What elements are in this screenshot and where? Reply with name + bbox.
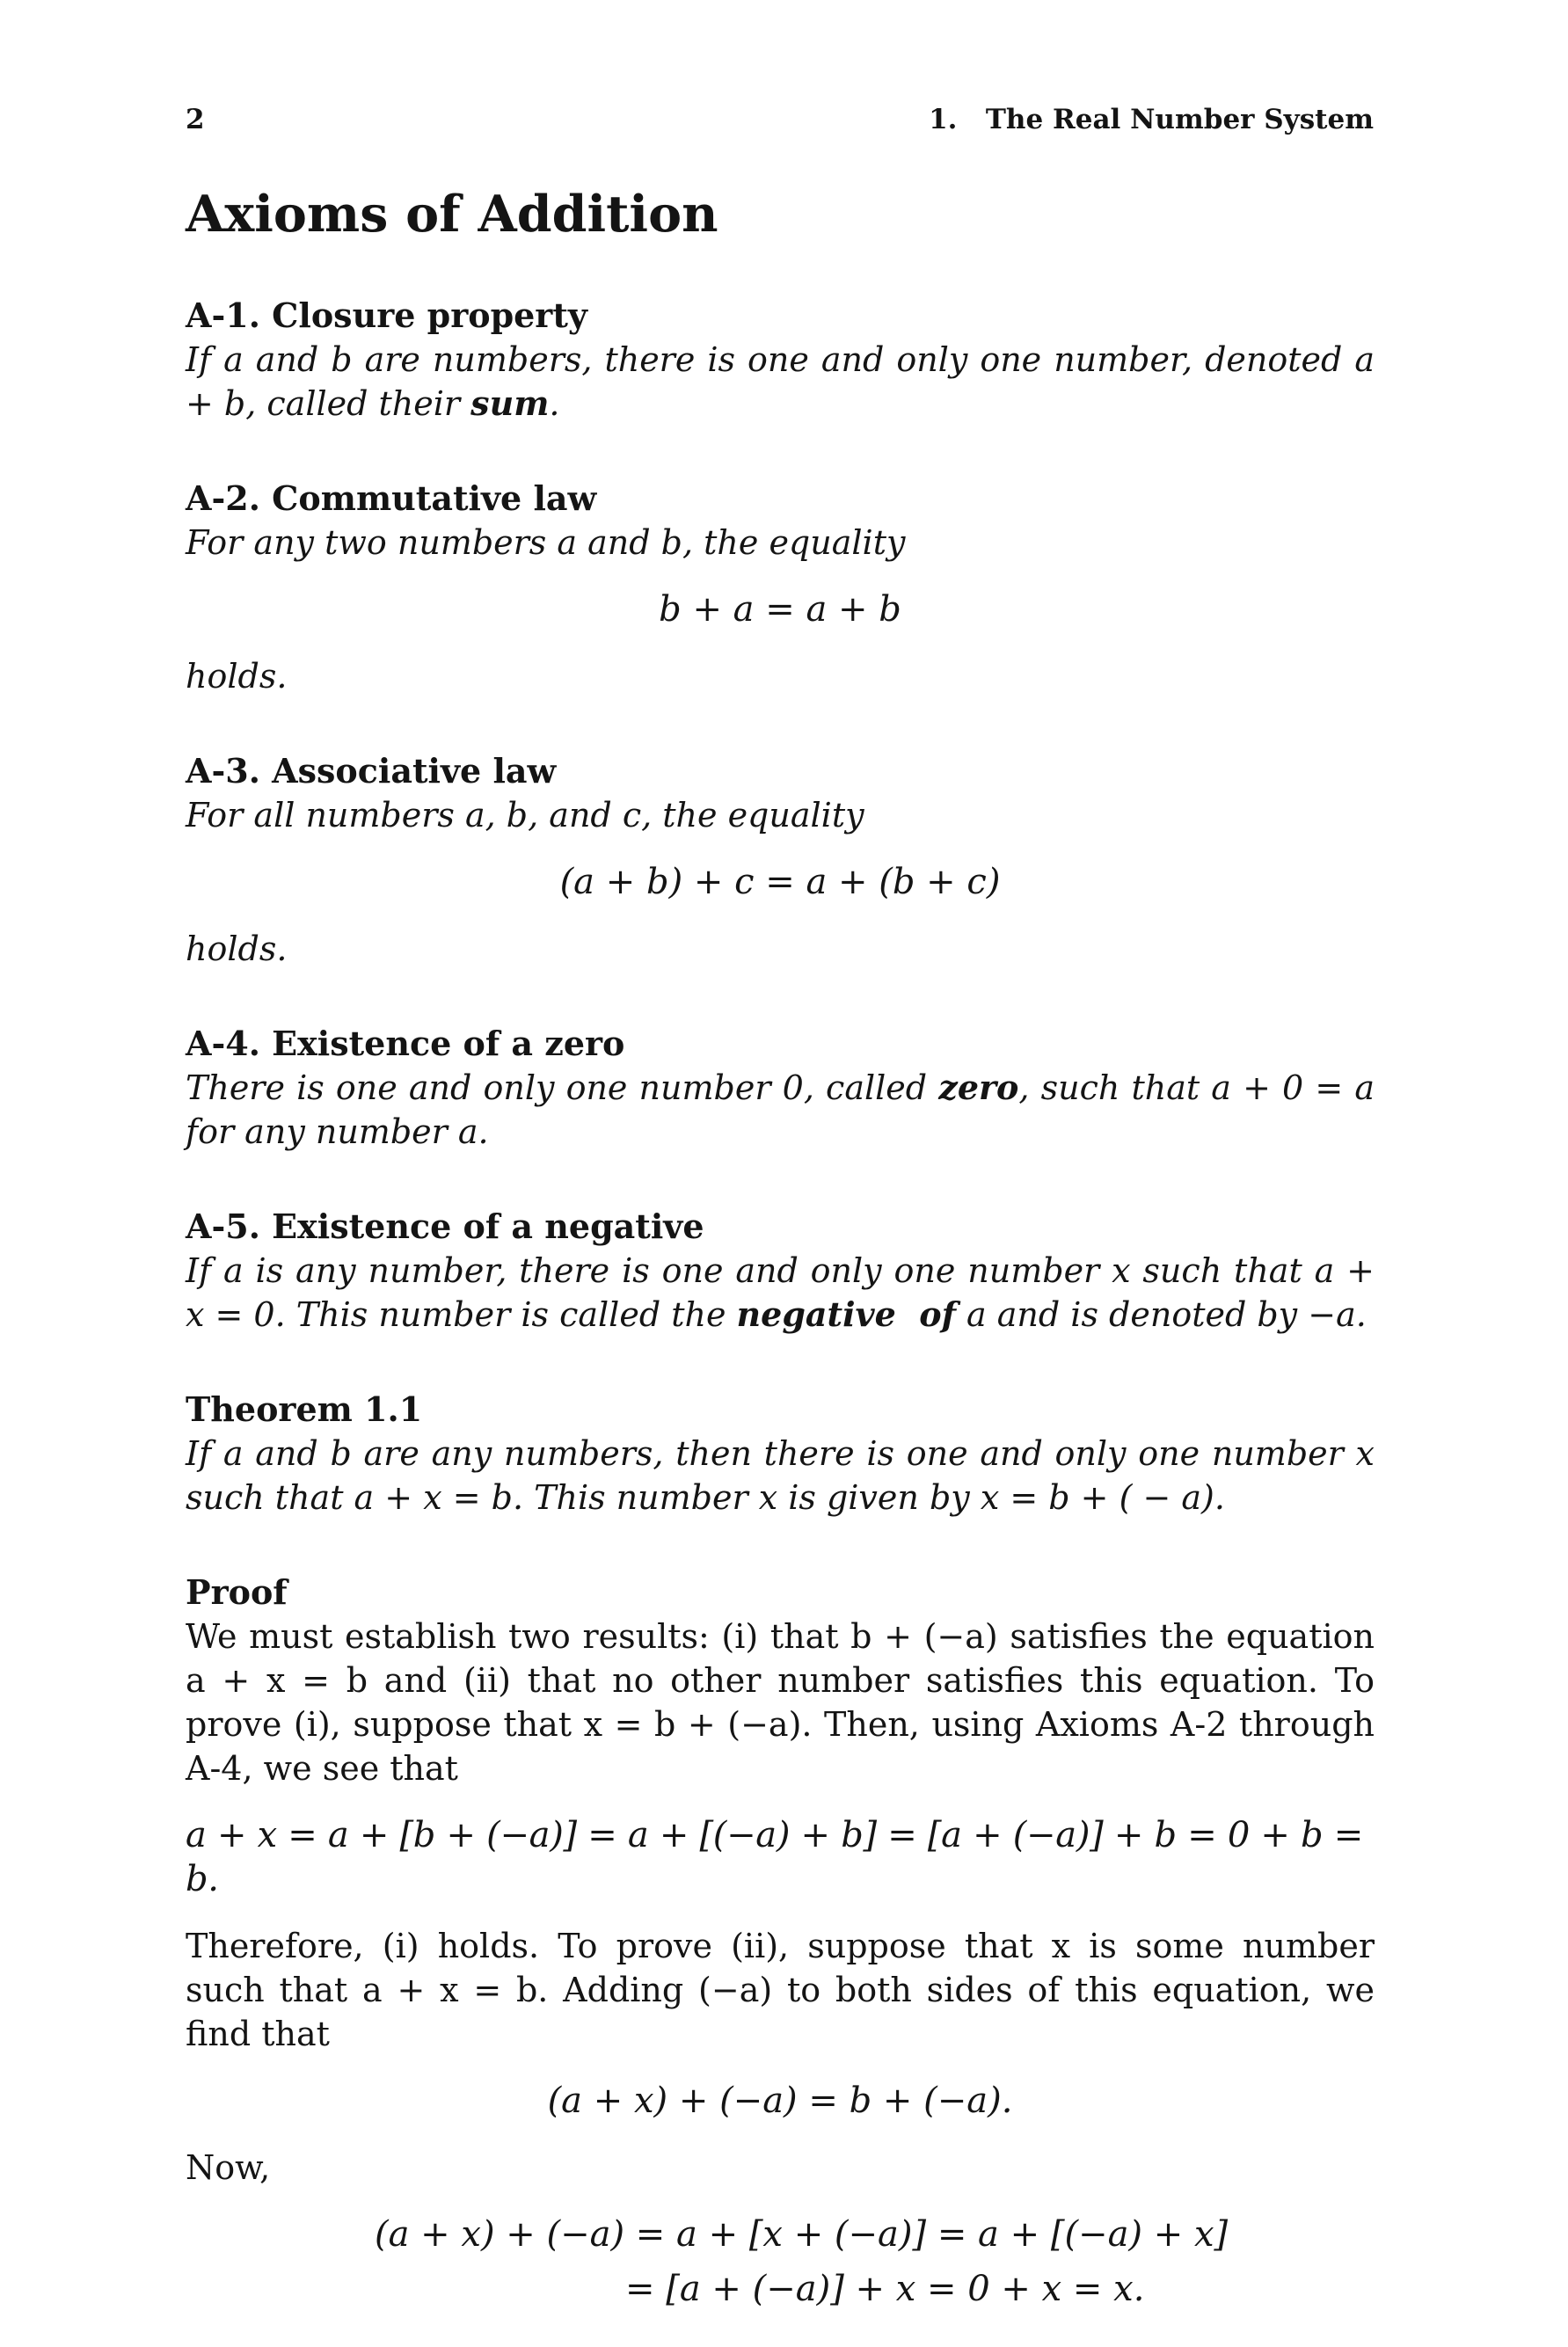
axiom-text-part: If a is any number, there is one and only one number x such that a + x = 0. This number is called the (186, 1251, 1375, 1335)
theorem-text: If a and b are any numbers, then there is one and only one number x such that a + x = b. This number x is given by x = b + ( − a). (186, 1434, 1375, 1518)
proof-paragraph: Now, (186, 2148, 271, 2188)
axiom-a1 (186, 294, 1375, 426)
theorem-1-1 (186, 1388, 1375, 1520)
defined-term: negative of (736, 1294, 956, 1335)
axiom-text (186, 1249, 1375, 1337)
proof-paragraph: We must establish two results: (i) that b + (−a) satisfies the equation a + x = b and (ii) that no other number satisfies this equation. To prove (i), suppose that x = b + (−a). Then, using Axioms A-2 through A-4, we see that (186, 1617, 1375, 1789)
axiom-label: A-1. Closure property (186, 295, 587, 336)
axiom-text (186, 1066, 1375, 1154)
axiom-intro: For any two numbers a and b, the equality (186, 523, 906, 563)
axiom-label: A-5. Existence of a negative (186, 1206, 704, 1247)
proof-paragraph: Therefore, (i) holds. To prove (ii), suppose that x is some number such that a + x = b. Adding (−a) to both sides of this equation, we find that (186, 1927, 1375, 2054)
axiom-text-part: If a and b are numbers, there is one and only one number, denoted a + b, called their (186, 340, 1375, 424)
running-head (186, 104, 1374, 135)
axiom-text (186, 338, 1375, 426)
axiom-text-part: , such that a + 0 = a for any number a. (186, 1068, 1375, 1152)
axiom-equation: b + a = a + b (659, 589, 901, 630)
axiom-text-part: There is one and only one number 0, called (186, 1068, 939, 1108)
axiom-equation: (a + b) + c = a + (b + c) (559, 862, 1001, 903)
defined-term: zero (938, 1068, 1019, 1108)
axiom-a3 (186, 749, 1375, 971)
axiom-text-part: a and is denoted by −a. (955, 1295, 1367, 1335)
proof-equation: (a + x) + (−a) = b + (−a). (547, 2081, 1013, 2122)
proof-label: Proof (186, 1572, 288, 1613)
axiom-a4 (186, 1022, 1375, 1154)
proof (186, 1571, 1375, 2316)
proof-equation-line: = [a + (−a)] + x = 0 + x = x. (625, 2269, 1145, 2310)
page-content (186, 185, 1375, 2334)
axiom-label: A-4. Existence of a zero (186, 1024, 625, 1064)
axiom-a2 (186, 477, 1375, 698)
axiom-a5 (186, 1205, 1375, 1337)
section-title: Axioms of Addition (186, 185, 718, 244)
axiom-outro: holds. (186, 929, 288, 969)
theorem-label: Theorem 1.1 (186, 1389, 423, 1430)
axiom-label: A-3. Associative law (186, 751, 557, 791)
axiom-label: A-2. Commutative law (186, 478, 597, 519)
proof-equation: a + x = a + [b + (−a)] = a + [(−a) + b] = [a + (−a)] + b = 0 + b = b. (186, 1815, 1363, 1900)
page-number: 2 (186, 104, 205, 135)
axiom-outro: holds. (186, 657, 288, 696)
defined-term: sum (470, 383, 550, 424)
proof-equation-line: (a + x) + (−a) = a + [x + (−a)] = a + [(−a) + x] (375, 2214, 1229, 2256)
axiom-text-part: . (549, 384, 560, 424)
chapter-title: 1. The Real Number System (929, 104, 1374, 135)
axiom-intro: For all numbers a, b, and c, the equality (186, 796, 864, 835)
proof-equation-aligned (186, 2207, 1375, 2316)
